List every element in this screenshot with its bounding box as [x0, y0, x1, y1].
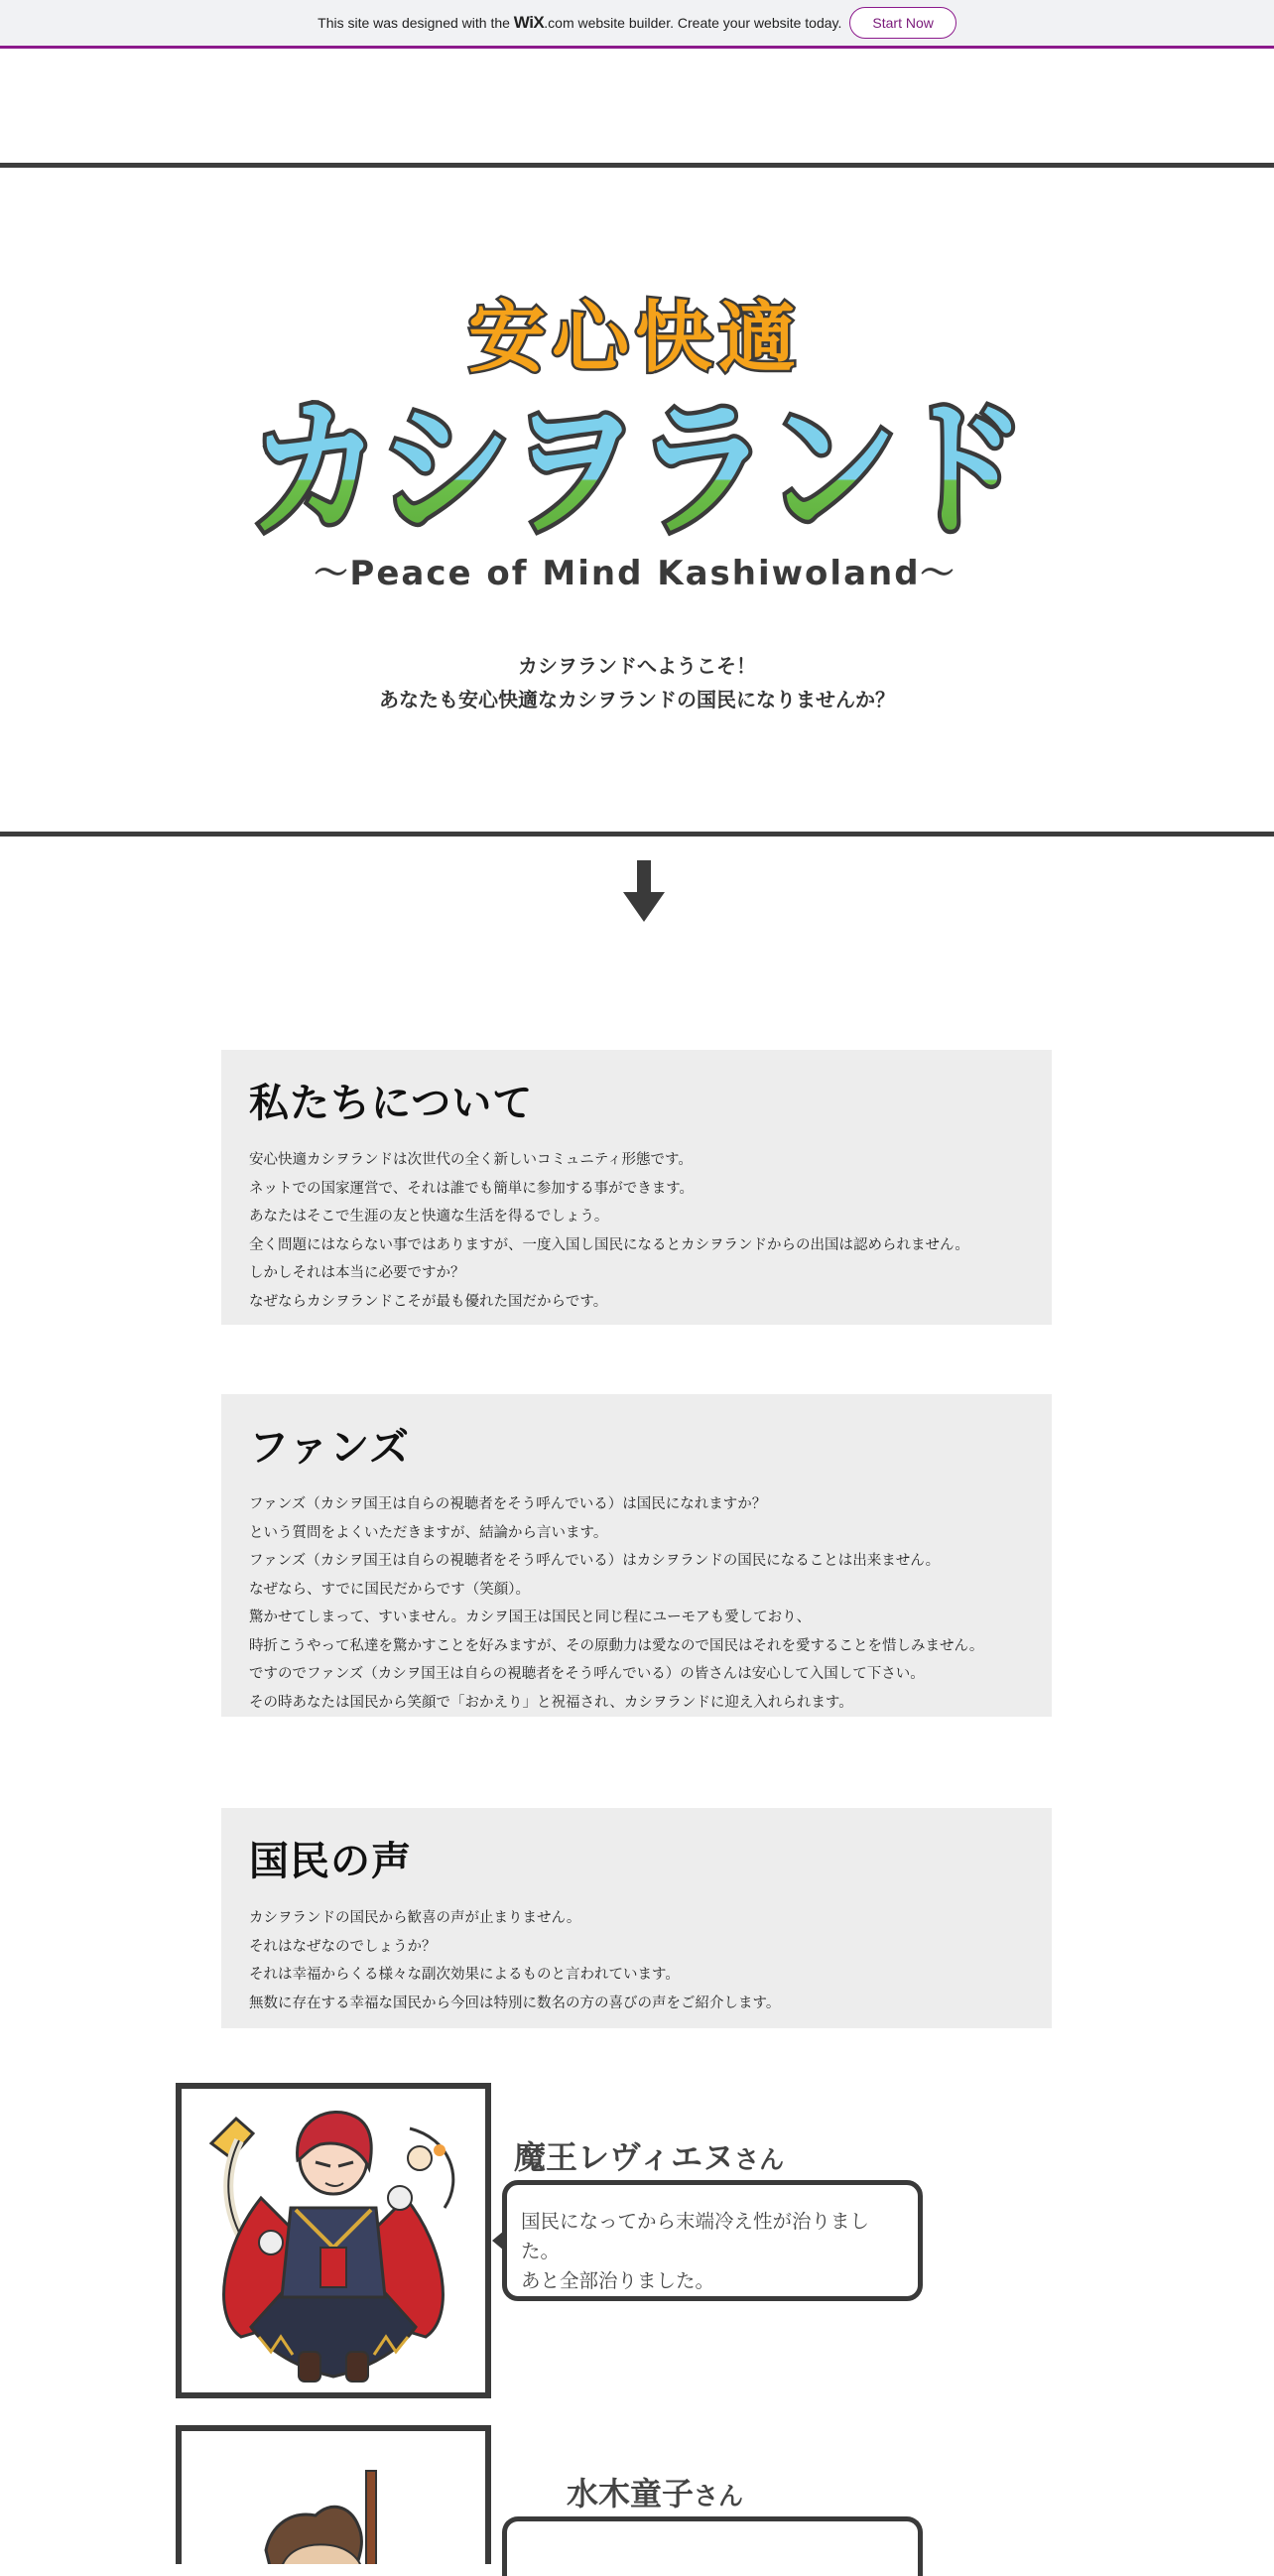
- body-line: ですのでファンズ（カシヲ国王は自らの視聴者をそう呼んでいる）の皆さんは安心して入国して下さい。: [249, 1666, 925, 1682]
- citizens-voice-body: [249, 1904, 1024, 2017]
- testimonial-name-text: 水木童子: [567, 2475, 695, 2512]
- banner-text-before: This site was designed with the: [318, 15, 510, 31]
- citizens-voice-section: [221, 1808, 1052, 2028]
- body-line: しかしそれは本当に必要ですか？: [249, 1265, 465, 1281]
- body-line: それはなぜなのでしょうか？: [249, 1938, 437, 1955]
- site-logo: [238, 283, 1032, 600]
- body-line: ネットでの国家運営で、それは誰でも簡単に参加する事ができます。: [249, 1180, 695, 1197]
- testimonial-name-text: 魔王レヴィエヌ: [514, 2138, 735, 2176]
- fans-section: [221, 1394, 1052, 1717]
- honorific-suffix: さん: [694, 2482, 744, 2511]
- body-line: 時折こうやって私達を驚かすことを好みますが、その原動力は愛なので国民はそれを愛することを惜しみません。: [249, 1637, 984, 1654]
- testimonial-speech-bubble: [502, 2516, 923, 2576]
- body-line: あなたはそこで生涯の友と快適な生活を得るでしょう。: [249, 1209, 609, 1224]
- body-line: なぜなら、すでに国民だからです（笑顔）。: [249, 1581, 531, 1598]
- body-line: ファンズ（カシヲ国王は自らの視聴者をそう呼んでいる）は国民になれますか？: [249, 1496, 767, 1512]
- about-us-section: [221, 1050, 1052, 1325]
- speech-bubble-tail: [492, 2231, 504, 2251]
- logo-top-text: 安心快適: [467, 294, 803, 383]
- logo-main-text: カシヲランド: [248, 384, 1022, 557]
- about-us-title: 私たちについて: [249, 1081, 534, 1126]
- mizuki-douji-character-image: [182, 2431, 485, 2564]
- wix-banner: [0, 0, 1274, 49]
- body-line: という質問をよくいただきますが、結論から言います。: [249, 1524, 608, 1541]
- mizuki-douji-portrait: [176, 2425, 491, 2564]
- welcome-line-1: カシヲランドへようこそ！: [518, 654, 756, 678]
- testimonial-name: [514, 2132, 784, 2178]
- wix-banner-text: [318, 13, 841, 33]
- body-line: 驚かせてしまって、すいません。カシヲ国王は国民と同じ程にユーモアも愛しており、: [249, 1610, 812, 1625]
- testimonial-line: 国民になってから末端冷え性が治りました。: [521, 2210, 870, 2262]
- fans-title: ファンズ: [249, 1425, 410, 1471]
- body-line: カシヲランドの国民から歓喜の声が止まりません。: [249, 1910, 581, 1926]
- body-line: ファンズ（カシヲ国王は自らの視聴者をそう呼んでいる）はカシヲランドの国民になることは出来ません。: [249, 1553, 941, 1569]
- honorific-suffix: さん: [734, 2145, 785, 2174]
- body-line: 安心快適カシヲランドは次世代の全く新しいコミュニティ形態です。: [249, 1152, 693, 1168]
- body-line: なぜならカシヲランドこそが最も優れた国だからです。: [249, 1293, 608, 1310]
- testimonial-speech-bubble: [502, 2180, 923, 2301]
- top-divider: [0, 163, 1274, 168]
- body-line: 無数に存在する幸福な国民から今回は特別に数名の方の喜びの声をご紹介します。: [249, 1995, 781, 2011]
- arrow-down-icon[interactable]: [623, 860, 665, 922]
- body-line: その時あなたは国民から笑顔で「おかえり」と祝福され、カシヲランドに迎え入れられます。: [249, 1694, 853, 1711]
- testimonial-line: あと全部治りました。: [521, 2269, 715, 2292]
- banner-text-after: .com website builder. Create your website today.: [544, 15, 842, 31]
- about-us-body: [249, 1146, 1024, 1316]
- logo-subtitle-text: 〜Peace of Mind Kashiwoland〜: [314, 554, 956, 593]
- demon-king-character-image: [182, 2089, 485, 2392]
- wix-brand-logo[interactable]: WiX: [513, 13, 545, 32]
- body-line: 全く問題にはならない事ではありますが、一度入国し国民になるとカシヲランドからの出国は認められません。: [249, 1236, 969, 1253]
- start-now-button[interactable]: Start Now: [849, 7, 956, 39]
- middle-divider: [0, 832, 1274, 837]
- testimonial-name: [567, 2469, 743, 2514]
- body-line: それは幸福からくる様々な副次効果によるものと言われています。: [249, 1967, 680, 1983]
- citizens-voice-title: 国民の声: [249, 1839, 412, 1884]
- fans-body: [249, 1490, 1024, 1717]
- welcome-line-2: あなたも安心快適なカシヲランドの国民になりませんか？: [379, 688, 895, 711]
- maou-reviene-portrait: [176, 2083, 491, 2398]
